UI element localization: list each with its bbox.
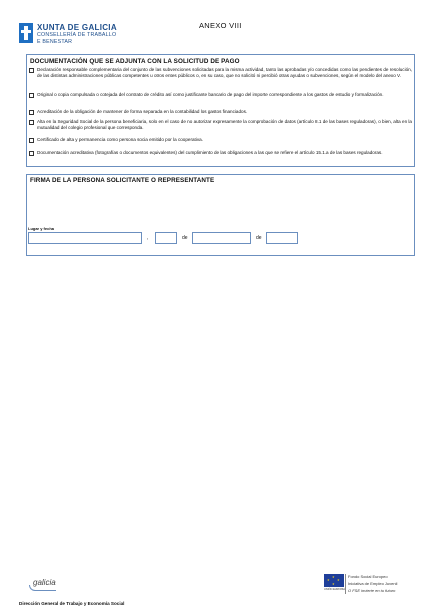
comma-separator: , bbox=[147, 235, 149, 241]
de-separator-1: de bbox=[182, 235, 188, 241]
signature-title: FIRMA DE LA PERSONA SOLICITANTE O REPRESENTANTE bbox=[30, 177, 215, 184]
doc-item-social-security bbox=[29, 119, 412, 132]
directorate-footer: Dirección General de Trabajo y Economía Social bbox=[19, 601, 125, 606]
doc-item-cooperative bbox=[29, 137, 412, 144]
doc-item-label: Declaración responsable complementaria del conjunto de las subvenciones solicitadas para la misma actividad, tanto las aprobadas y/o concedidas como las pendientes de resolución, de las distintas administraciones públicas competentes u otros entes públicos o, en su caso, que no solicitó ni percibió otras ayudas o subvenciones, según el modelo del anexo V. bbox=[37, 67, 412, 78]
documentation-title: DOCUMENTACIÓN QUE SE ADJUNTA CON LA SOLICITUD DE PAGO bbox=[30, 58, 240, 65]
de-separator-2: de bbox=[256, 235, 262, 241]
divider bbox=[345, 574, 346, 594]
galicia-logo: galicia bbox=[33, 578, 56, 587]
year-field[interactable] bbox=[266, 232, 298, 244]
doc-item-accounting bbox=[29, 109, 412, 116]
doc-item-label: Alta en la Seguridad Social de la persona beneficiaria, solo en el caso de no autorizar expresamente la comprobación de datos (artículo 8.1 de las bases reguladoras), o bien, alta en la mutualidad del colegio profesional que corresponda. bbox=[37, 119, 412, 130]
doc-item-label: Certificado de alta y permanencia como persona socia emitido por la cooperativa. bbox=[37, 137, 203, 142]
doc-item-contract bbox=[29, 92, 412, 105]
page-title: ANEXO VIII bbox=[199, 21, 242, 30]
checkbox[interactable] bbox=[29, 68, 34, 73]
checkbox[interactable] bbox=[29, 93, 34, 98]
doc-item-label: Acreditación de la obligación de mantener de forma separada en la contabilidad los gastos financiados. bbox=[37, 109, 248, 114]
fse-line-3: O FSE invierte en tu futuro bbox=[348, 588, 396, 593]
checkbox[interactable] bbox=[29, 138, 34, 143]
month-field[interactable] bbox=[192, 232, 251, 244]
brand-name: XUNTA DE GALICIA bbox=[37, 23, 117, 32]
fse-line-1: Fondo Social Europeo bbox=[348, 574, 388, 579]
doc-item-label: Original o copia compulsada o cotejada del contrato de crédito así como justificante bancario de pago del importe correspondiente a los gastos de estudio y formalización. bbox=[37, 92, 384, 97]
eu-flag-icon: ★ ★ ★ ★ bbox=[324, 574, 344, 587]
doc-item-evidence bbox=[29, 150, 412, 163]
fse-line-2: Iniciativa de Empleo Juvenil bbox=[348, 581, 398, 586]
doc-item-declaration bbox=[29, 67, 412, 91]
checkbox[interactable] bbox=[29, 110, 34, 115]
checkbox[interactable] bbox=[29, 120, 34, 125]
checkbox[interactable] bbox=[29, 151, 34, 156]
doc-item-label: Documentación acreditativa (fotografías o documentos equivalentes) del cumplimiento de las obligaciones a las que se refiere el artículo 15.1.a de las bases reguladoras. bbox=[37, 150, 383, 155]
day-field[interactable] bbox=[155, 232, 177, 244]
department-line-2: E BENESTAR bbox=[37, 39, 73, 45]
eu-label: UNIÓN EUROPEA bbox=[324, 588, 346, 591]
place-field[interactable] bbox=[28, 232, 142, 244]
xunta-logo-icon bbox=[19, 23, 33, 43]
department-line-1: CONSELLERÍA DE TRABALLO bbox=[37, 32, 117, 38]
place-date-label: Lugar y fecha bbox=[28, 226, 55, 231]
